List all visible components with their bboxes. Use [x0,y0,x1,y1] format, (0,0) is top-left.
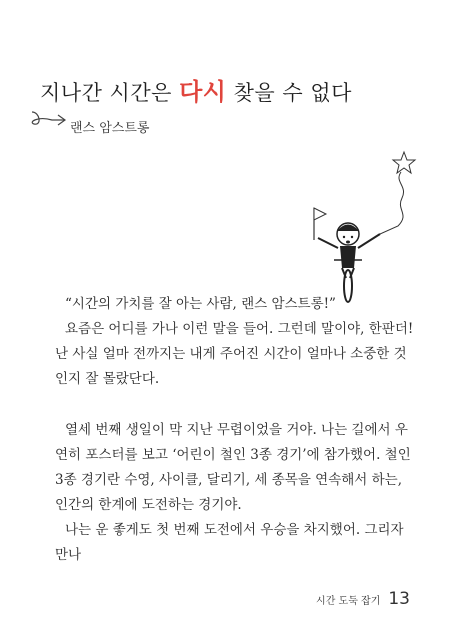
cyclist-illustration [296,148,426,308]
title-accent: 다시 [179,78,227,106]
body-paragraph: “시간의 가치를 잘 아는 사람, 랜스 암스트롱!” [65,296,336,312]
page-footer [316,589,410,609]
body-section-1 [55,292,415,392]
title-part-1: 지나간 시간은 [40,81,180,105]
body-paragraph: 나는 운 좋게도 첫 번째 도전에서 우승을 차지했어. 그리자 만나 [55,522,404,563]
body-section-2 [55,418,415,568]
page-number: 13 [388,589,410,609]
subtitle: 랜스 암스트롱 [70,121,150,136]
running-title: 시간 도둑 잡기 [316,596,381,607]
title-part-2: 찾을 수 없다 [226,81,352,105]
body-paragraph: 요즘은 어디를 가나 이런 말을 들어. 그런데 말이야, 한판더! 난 사실 얼마 전까지는 내게 주어진 시간이 얼마나 소중한 것인지 잘 몰랐단다. [55,321,414,387]
curly-arrow-icon [30,108,70,132]
chapter-title [40,72,352,107]
body-paragraph: 열세 번째 생일이 막 지난 무렵이었을 거야. 나는 길에서 우연히 포스터를 보고 ‘어린이 철인 3종 경기’에 참가했어. 철인 3종 경기란 수영, 사이클, 달리기, 세 종목을 연속해서 하는, 인간의 한계에 도전하는 경기야. [55,422,411,513]
